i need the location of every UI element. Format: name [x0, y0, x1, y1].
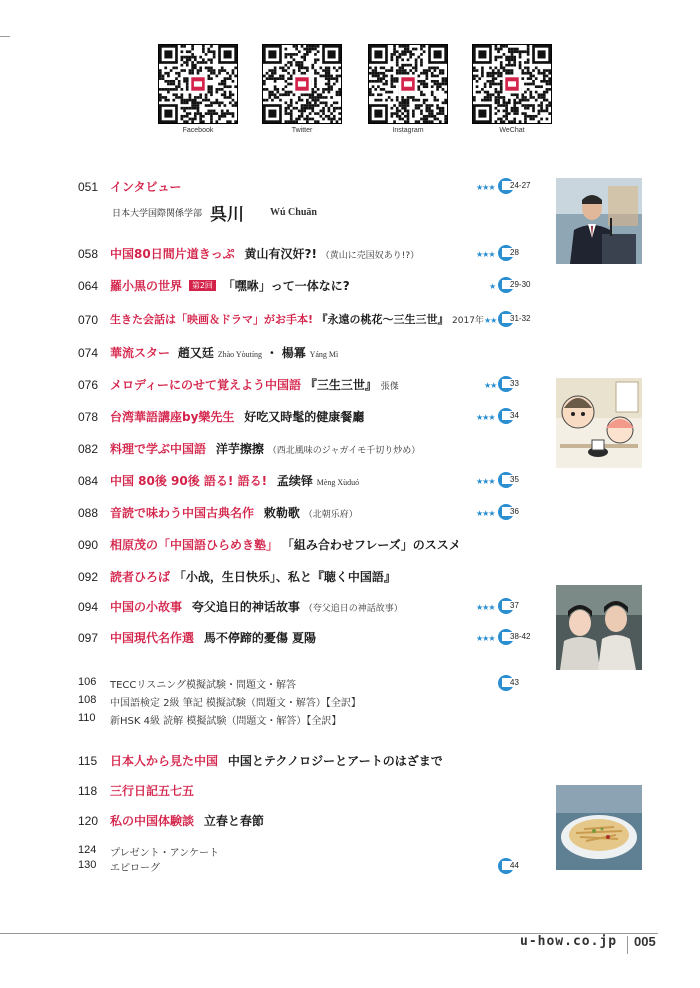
entry-title-line [110, 245, 419, 262]
entry-title: メロディーにのせて覚えよう中国語 [110, 378, 302, 392]
page-number: 28 [502, 248, 552, 257]
entry-title-line [110, 344, 338, 361]
entry-title-line [110, 504, 358, 521]
page-tab [498, 277, 543, 293]
entry-number: 094 [78, 600, 99, 614]
page-number: 33 [502, 379, 552, 388]
page-number: 37 [502, 601, 552, 610]
entry-number: 124 [78, 844, 97, 856]
entry-title: 日本人から見た中国 [110, 754, 219, 768]
entry-note: （黄山に売国奴あり!?） [320, 251, 420, 261]
page-tab [498, 376, 543, 392]
interview-photo [556, 178, 642, 264]
toc-entry-108[interactable] [78, 693, 548, 709]
difficulty-stars: ★★★ [476, 413, 495, 422]
entry-title: 台湾華語講座by樂先生 [110, 410, 235, 424]
entry-title: 羅小黒の世界 [110, 279, 183, 293]
entry-note: 2017年 [452, 316, 484, 326]
page-number: 38-42 [502, 632, 552, 641]
toc-entry-090[interactable] [78, 536, 548, 556]
entry-title-line [110, 408, 364, 425]
entry-pinyin: Mèng Xùduó [316, 478, 360, 487]
star-pinyin-2: Yáng Mì [309, 350, 339, 359]
entry-title-line [110, 812, 264, 829]
entry-number: 051 [78, 180, 99, 194]
cartoon-illustration [556, 378, 642, 468]
entry-main: 『三生三世』 [304, 378, 377, 392]
social-qr-row [158, 44, 558, 140]
entry-title: 中国 80後 90後 語る! 語る! [110, 474, 268, 488]
page-number: 29-30 [502, 280, 552, 289]
footer-separator [627, 936, 628, 954]
entry-title: 読者ひろば [110, 570, 171, 584]
entry-note: 張傑 [380, 382, 399, 392]
page-tab [498, 472, 543, 488]
entry-title: インタビュー [110, 180, 182, 194]
page-tab [498, 311, 543, 327]
toc-entry-092[interactable] [78, 568, 548, 588]
page-number: 43 [502, 678, 552, 687]
footer-page-number: 005 [634, 934, 656, 949]
qr-label: Twitter [291, 127, 313, 134]
entry-main: 好吃又時髦的健康餐廳 [244, 410, 365, 424]
qr-instagram[interactable] [368, 44, 448, 134]
entry-number: 084 [78, 474, 99, 488]
page-number: 31-32 [502, 314, 552, 323]
entry-title: プレゼント・アンケート [110, 848, 219, 859]
interviewee-name: 呉川 [210, 205, 244, 225]
qr-code-icon [472, 44, 552, 124]
toc-entry-058[interactable] [78, 245, 548, 265]
entry-number: 090 [78, 538, 99, 552]
difficulty-stars: ★★ [484, 381, 497, 390]
toc-entry-124[interactable] [78, 843, 548, 859]
entry-title: 華流スター [110, 346, 171, 360]
qr-code-icon [262, 44, 342, 124]
entry-title: 私の中国体験談 [110, 814, 195, 828]
qr-code-icon [158, 44, 238, 124]
entry-main: 孟续铎 [276, 474, 313, 488]
entry-title: エピローグ [110, 863, 160, 874]
page-number: 36 [502, 507, 552, 516]
crop-mark [0, 36, 10, 37]
entry-number: 106 [78, 676, 97, 688]
entry-number: 115 [78, 754, 98, 768]
entry-title: 料理で学ぶ中国語 [110, 442, 207, 456]
qr-label: WeChat [499, 127, 525, 134]
entry-number: 088 [78, 506, 99, 520]
entry-title-line [110, 472, 359, 489]
entry-main: 中国とテクノロジーとアートのはざまで [227, 754, 443, 768]
page-tab [498, 178, 543, 194]
entry-subtitle: 日本大学国際関係学部 [112, 209, 203, 219]
entry-main: 「小战，生日快乐」、私と『聴く中国語』 [173, 570, 396, 584]
page-tab [498, 408, 543, 424]
page-number: 34 [502, 411, 552, 420]
entry-note: （夸父追日の神話故事） [303, 604, 403, 614]
entry-number: 130 [78, 859, 97, 871]
toc-entry-051[interactable] [78, 178, 548, 198]
entry-title: 音読で味わう中国古典名作 [110, 506, 255, 520]
entry-title: 三行日記五七五 [110, 784, 195, 798]
entry-main: 敕勒歌 [263, 506, 300, 520]
toc-entry-094[interactable] [78, 598, 548, 618]
difficulty-stars: ★★★ [476, 477, 495, 486]
entry-title: 中国現代名作選 [110, 631, 195, 645]
qr-wechat[interactable] [472, 44, 552, 134]
entry-title-line [110, 598, 403, 615]
entry-title-line [110, 311, 484, 327]
entry-title-line [110, 536, 461, 553]
interviewee-pinyin: Wú Chuān [270, 207, 317, 218]
toc-entry-076[interactable] [78, 376, 548, 396]
footer-url[interactable]: u-how.co.jp [520, 934, 618, 949]
entry-number: 070 [78, 313, 99, 327]
star-pinyin-1: Zhào Yòutíng [217, 350, 263, 359]
entry-title: 生きた会話は「映画＆ドラマ」がお手本! [110, 313, 314, 326]
entry-title: 相原茂の「中国語ひらめき塾」 [110, 538, 279, 552]
page-tab [498, 504, 543, 520]
entry-number: 064 [78, 279, 99, 293]
entry-title-line [110, 629, 316, 646]
entry-title: 中国語検定 2級 筆記 模擬試験（問題文・解答）【全訳】 [110, 698, 361, 709]
page-number: 24-27 [502, 181, 552, 190]
difficulty-stars: ★★★ [476, 603, 495, 612]
entry-number: 092 [78, 570, 99, 584]
entry-number: 108 [78, 694, 97, 706]
page-number: 44 [502, 861, 552, 870]
toc-entry-120[interactable] [78, 812, 548, 832]
entry-title-line [110, 277, 350, 294]
entry-main: 馬不停蹄的憂傷 夏陽 [203, 631, 317, 645]
toc-entry-070[interactable] [78, 311, 548, 331]
qr-twitter[interactable] [262, 44, 342, 134]
page-tab [498, 629, 543, 645]
entry-main: 洋芋擦擦 [215, 442, 264, 456]
entry-main: 「組み合わせフレーズ」のススメ [281, 538, 461, 552]
qr-label: Facebook [182, 127, 214, 134]
page-tab [498, 598, 543, 614]
toc-entry-082[interactable] [78, 440, 548, 460]
toc-entry-064[interactable] [78, 277, 548, 297]
entry-title: 中国80日間片道きっぷ [110, 247, 235, 261]
food-dish-photo [556, 785, 642, 870]
entry-main: 立春と春節 [203, 814, 264, 828]
toc-entry-074[interactable] [78, 344, 548, 364]
qr-label: Instagram [392, 127, 424, 134]
toc-entry-051-sub [78, 200, 498, 224]
entry-title: 中国の小故事 [110, 600, 183, 614]
difficulty-stars: ★★★ [476, 634, 495, 643]
entry-main: 夸父追日的神话故事 [191, 600, 300, 614]
toc-entry-118[interactable] [78, 782, 548, 802]
toc-entry-097[interactable] [78, 629, 548, 649]
entry-number: 120 [78, 814, 99, 828]
difficulty-stars: ★★★ [476, 509, 495, 518]
series-badge: 第2回 [189, 280, 216, 291]
page-tab [498, 858, 543, 874]
qr-facebook[interactable] [158, 44, 238, 134]
toc-entry-110[interactable] [78, 711, 548, 727]
qr-code-icon [368, 44, 448, 124]
entry-main: 「嘿咻」って一体なに? [222, 279, 350, 293]
entry-number: 058 [78, 247, 99, 261]
difficulty-stars: ★★ [484, 316, 497, 325]
toc-entry-115[interactable] [78, 752, 548, 772]
difficulty-stars: ★★★ [476, 250, 495, 259]
name-separator: ・ [265, 346, 278, 360]
toc-entry-084[interactable] [78, 472, 548, 492]
entry-title-line [110, 568, 396, 585]
entry-number: 078 [78, 410, 99, 424]
drama-still-photo [556, 585, 642, 670]
entry-number: 074 [78, 346, 99, 360]
page-number: 35 [502, 475, 552, 484]
page-tab [498, 675, 543, 691]
entry-main: 黄山有汉奸?! [244, 247, 317, 261]
entry-number: 082 [78, 442, 99, 456]
entry-title-line [110, 440, 420, 457]
entry-main: 『永遠の桃花～三生三世』 [316, 313, 449, 326]
entry-number: 076 [78, 378, 99, 392]
entry-title-line [110, 376, 399, 393]
toc-entry-130[interactable] [78, 858, 548, 874]
entry-note: （西北風味のジャガイモ千切り炒め） [267, 446, 421, 456]
entry-number: 097 [78, 631, 99, 645]
difficulty-stars: ★ [489, 282, 496, 291]
toc-entry-088[interactable] [78, 504, 548, 524]
difficulty-stars: ★★★ [476, 183, 495, 192]
star-name-1: 趙又廷 [177, 346, 214, 360]
entry-number: 110 [78, 712, 96, 724]
entry-note: （北朝乐府） [303, 510, 358, 520]
star-name-2: 楊冪 [281, 346, 306, 360]
page-tab [498, 245, 543, 261]
entry-title: 新HSK 4級 読解 模擬試験（問題文・解答）【全訳】 [110, 716, 342, 727]
toc-entry-106[interactable] [78, 675, 548, 691]
toc-entry-078[interactable] [78, 408, 548, 428]
entry-number: 118 [78, 784, 98, 798]
entry-title-line [110, 752, 443, 769]
entry-title: TECCリスニング模擬試験・問題文・解答 [110, 680, 296, 691]
